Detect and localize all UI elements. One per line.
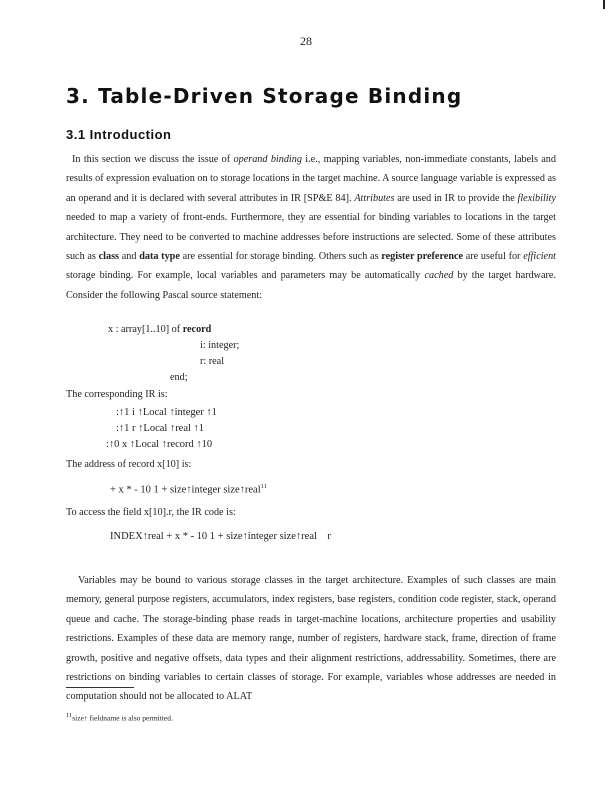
pascal-line-3: r: real [200,356,225,367]
storage-paragraph: Variables may be bound to various storage classes in the target architecture. Examples of such classes are main memory, general purpose registers, accumulators, index registers, base registers, condition code register, stack, operand queue and cache. The storage-binding phase reads in target-machine locations, architecture properties and usability restrictions. Examples of these data are memory range, number of registers, hardware stack, frame, direction of frame growth, positive and negative offsets, data types and their alignment restrictions, addressability. Sometimes, there are restrictions on binding variables to certain classes of storage. For example, variables whose addresses are needed in computation should not be allocated to ALAT [66,575,556,703]
address-intro: The address of record x[10] is: [66,459,192,470]
ir-line-3: :↑0 x ↑Local ↑record ↑10 [106,439,213,450]
pascal-line-1: x : array[1..10] of record [108,324,212,335]
margin-mark [603,0,605,9]
ir-intro: The corresponding IR is: [66,389,168,400]
field-expression: INDEX↑real + x * - 10 1 + size↑integer size↑real r [110,531,331,542]
pascal-line-2: i: integer; [200,340,240,351]
intro-paragraph: In this section we discuss the issue of operand binding i.e., mapping variables, non-immediate constants, labels and results of expression evaluation on to storage locations in the target machine. A source language variable is expressed as an operand and it is declared with several attributes in IR [SP&E 84]. Attributes are used in IR to provide the flexibility needed to map a variety of front-ends. Furthermore, they are essential for binding variables to locations in the target architecture. They need to be converted to machine addresses before instructions are selected. Some of these attributes such as class and data type are essential for storage binding. Others such as register preference are useful for efficient storage binding. For example, local variables and parameters may be automatically cached by the target hardware. Consider the following Pascal source statement: [66,154,556,301]
ir-line-1: :↑1 i ↑Local ↑integer ↑1 [116,407,217,418]
address-expression: + x * - 10 1 + size↑integer size↑real$^{11}$ [110,483,267,496]
chapter-title: 3. Table-Driven Storage Binding [66,84,463,108]
ir-line-2: :↑1 r ↑Local ↑real ↑1 [116,423,205,434]
footnote: $^{11}$size↑ fieldname is also permitted. [66,712,173,723]
field-intro: To access the field x[10].r, the IR code is: [66,507,236,518]
pascal-line-4: end; [170,372,188,383]
section-title: 3.1 Introduction [66,127,172,142]
page-number: 28 [300,34,312,48]
footnote-rule [66,687,134,688]
